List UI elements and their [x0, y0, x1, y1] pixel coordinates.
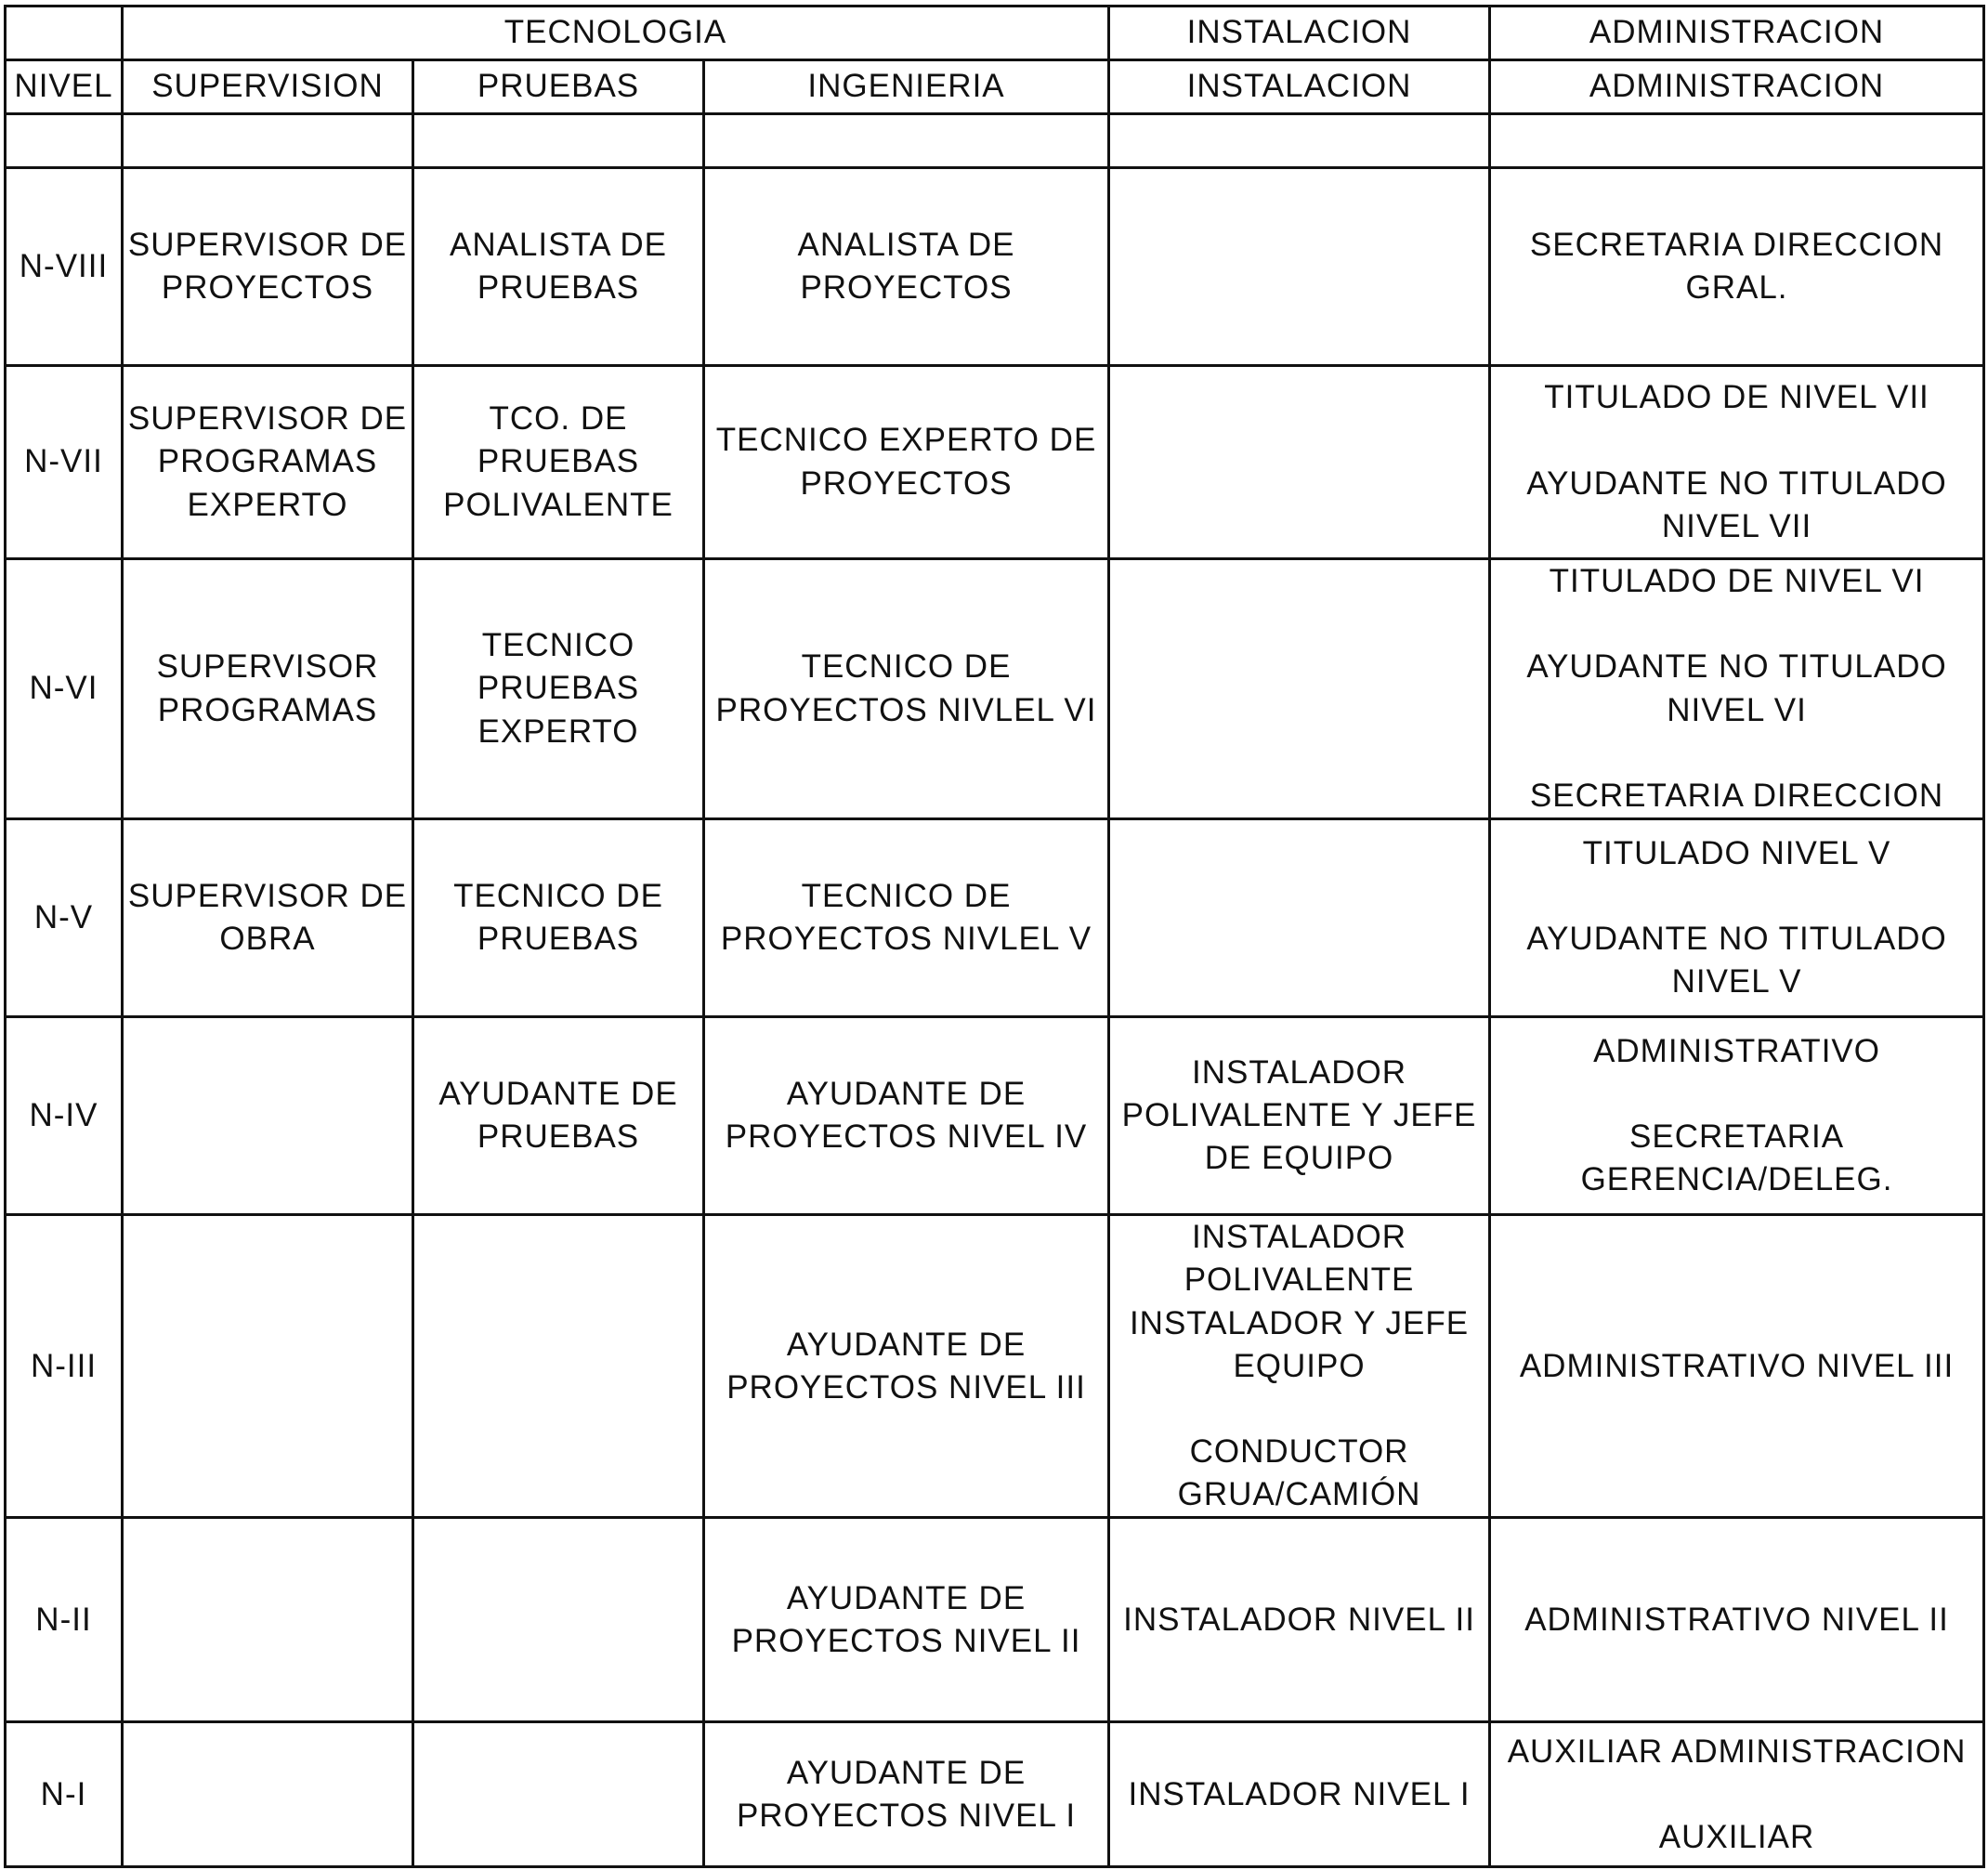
instalacion-cell — [1109, 366, 1490, 559]
ingenieria-cell: TECNICO DE PROYECTOS NIVLEL VI — [704, 559, 1109, 819]
ingenieria-cell: TECNICO EXPERTO DE PROYECTOS — [704, 366, 1109, 559]
pruebas-cell: ANALISTA DE PRUEBAS — [413, 168, 704, 366]
group-header-tecnologia: TECNOLOGIA — [123, 7, 1109, 60]
nivel-cell: N-VIII — [6, 168, 123, 366]
instalacion-cell — [1109, 819, 1490, 1017]
group-header-instalacion: INSTALACION — [1109, 7, 1490, 60]
nivel-cell: N-II — [6, 1518, 123, 1722]
administracion-cell: AUXILIAR ADMINISTRACION AUXILIAR — [1490, 1722, 1984, 1867]
supervision-cell — [123, 1215, 413, 1518]
table-row — [6, 1518, 1984, 1722]
supervision-cell — [123, 1722, 413, 1867]
administracion-cell: ADMINISTRATIVO NIVEL II — [1490, 1518, 1984, 1722]
column-header-instalacion: INSTALACION — [1109, 60, 1490, 114]
supervision-cell: SUPERVISOR PROGRAMAS — [123, 559, 413, 819]
column-header-row — [6, 60, 1984, 114]
administracion-cell: SECRETARIA DIRECCION GRAL. — [1490, 168, 1984, 366]
table-row — [6, 1215, 1984, 1518]
table-row — [6, 1017, 1984, 1215]
pruebas-cell: AYUDANTE DE PRUEBAS — [413, 1017, 704, 1215]
nivel-cell: N-VI — [6, 559, 123, 819]
table-row — [6, 1722, 1984, 1867]
blank-cell — [1109, 114, 1490, 168]
ingenieria-cell: AYUDANTE DE PROYECTOS NIVEL II — [704, 1518, 1109, 1722]
nivel-cell: N-I — [6, 1722, 123, 1867]
supervision-cell: SUPERVISOR DE PROYECTOS — [123, 168, 413, 366]
nivel-cell: N-IV — [6, 1017, 123, 1215]
nivel-cell: N-V — [6, 819, 123, 1017]
nivel-cell: N-III — [6, 1215, 123, 1518]
ingenieria-cell: AYUDANTE DE PROYECTOS NIVEL IV — [704, 1017, 1109, 1215]
administracion-cell: TITULADO DE NIVEL VI AYUDANTE NO TITULADO NIVEL VI SECRETARIA DIRECCION — [1490, 559, 1984, 819]
table-row — [6, 559, 1984, 819]
supervision-cell: SUPERVISOR DE PROGRAMAS EXPERTO — [123, 366, 413, 559]
column-header-nivel: NIVEL — [6, 60, 123, 114]
pruebas-cell — [413, 1518, 704, 1722]
blank-cell — [6, 114, 123, 168]
instalacion-cell: INSTALADOR NIVEL II — [1109, 1518, 1490, 1722]
ingenieria-cell: AYUDANTE DE PROYECTOS NIVEL I — [704, 1722, 1109, 1867]
administracion-cell: ADMINISTRATIVO SECRETARIA GERENCIA/DELEG. — [1490, 1017, 1984, 1215]
supervision-cell — [123, 1518, 413, 1722]
group-header-administracion: ADMINISTRACION — [1490, 7, 1984, 60]
column-header-administracion: ADMINISTRACION — [1490, 60, 1984, 114]
instalacion-cell: INSTALADOR POLIVALENTE INSTALADOR Y JEFE EQUIPO CONDUCTOR GRUA/CAMIÓN — [1109, 1215, 1490, 1518]
table-row — [6, 819, 1984, 1017]
blank-cell — [704, 114, 1109, 168]
pruebas-cell — [413, 1722, 704, 1867]
instalacion-cell: INSTALADOR POLIVALENTE Y JEFE DE EQUIPO — [1109, 1017, 1490, 1215]
ingenieria-cell: AYUDANTE DE PROYECTOS NIVEL III — [704, 1215, 1109, 1518]
instalacion-cell — [1109, 168, 1490, 366]
job-levels-table — [4, 5, 1985, 1868]
blank-cell — [413, 114, 704, 168]
group-header-row — [6, 7, 1984, 60]
nivel-cell: N-VII — [6, 366, 123, 559]
column-header-supervision: SUPERVISION — [123, 60, 413, 114]
blank-cell — [1490, 114, 1984, 168]
pruebas-cell: TECNICO PRUEBAS EXPERTO — [413, 559, 704, 819]
column-header-pruebas: PRUEBAS — [413, 60, 704, 114]
instalacion-cell — [1109, 559, 1490, 819]
blank-cell — [123, 114, 413, 168]
pruebas-cell: TCO. DE PRUEBAS POLIVALENTE — [413, 366, 704, 559]
blank-row — [6, 114, 1984, 168]
ingenieria-cell: TECNICO DE PROYECTOS NIVLEL V — [704, 819, 1109, 1017]
administracion-cell: ADMINISTRATIVO NIVEL III — [1490, 1215, 1984, 1518]
ingenieria-cell: ANALISTA DE PROYECTOS — [704, 168, 1109, 366]
administracion-cell: TITULADO DE NIVEL VII AYUDANTE NO TITULADO NIVEL VII — [1490, 366, 1984, 559]
table-row — [6, 366, 1984, 559]
administracion-cell: TITULADO NIVEL V AYUDANTE NO TITULADO NIVEL V — [1490, 819, 1984, 1017]
supervision-cell — [123, 1017, 413, 1215]
pruebas-cell — [413, 1215, 704, 1518]
pruebas-cell: TECNICO DE PRUEBAS — [413, 819, 704, 1017]
supervision-cell: SUPERVISOR DE OBRA — [123, 819, 413, 1017]
header-empty-cell — [6, 7, 123, 60]
column-header-ingenieria: INGENIERIA — [704, 60, 1109, 114]
instalacion-cell: INSTALADOR NIVEL I — [1109, 1722, 1490, 1867]
table-row — [6, 168, 1984, 366]
